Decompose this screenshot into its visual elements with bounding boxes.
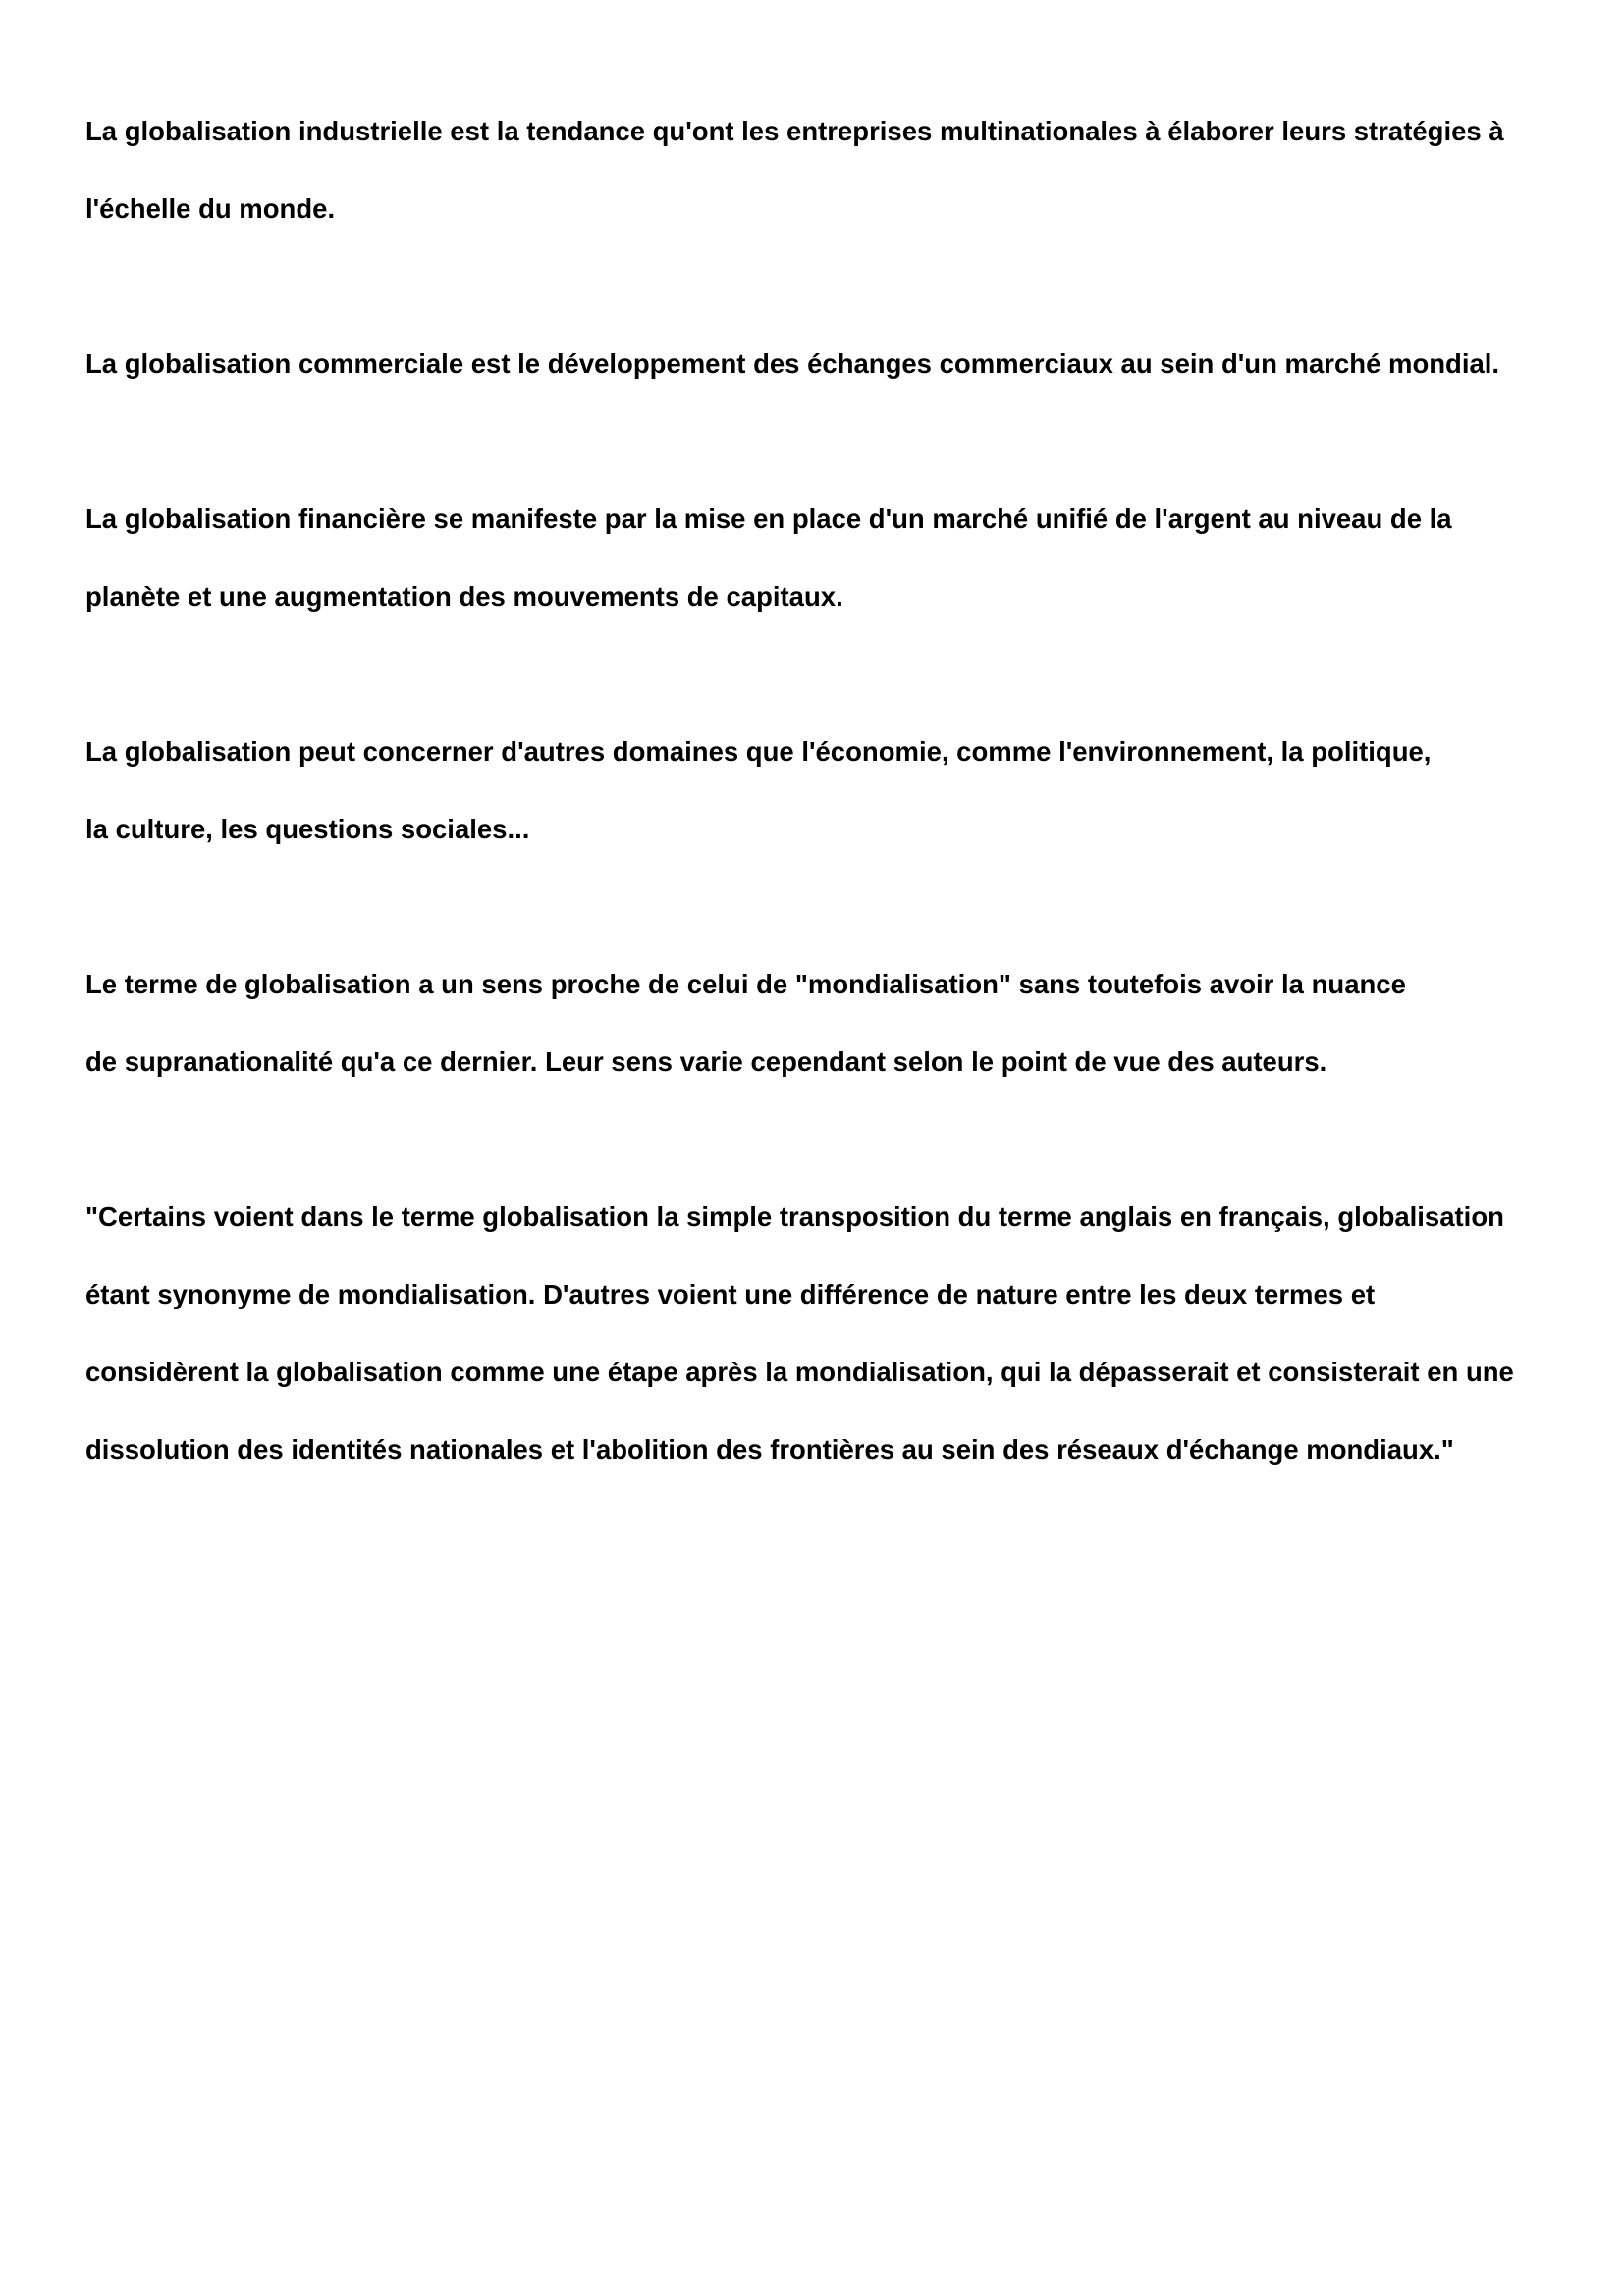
text-line: étant synonyme de mondialisation. D'autres voient une différence de nature entre les deux termes et: [85, 1279, 1376, 1309]
paragraph-globalisation-industrielle: [85, 92, 1558, 247]
text-line: Le terme de globalisation a un sens proche de celui de "mondialisation" sans toutefois avoir la nuance: [85, 969, 1406, 999]
text-line: La globalisation commerciale est le développement des échanges commerciaux au sein d'un marché mondial.: [85, 348, 1500, 379]
paragraph-globalisation-financiere: [85, 480, 1558, 635]
text-line: dissolution des identités nationales et l'abolition des frontières au sein des réseaux d'échange mondiaux.": [85, 1434, 1454, 1465]
text-line: l'échelle du monde.: [85, 193, 336, 224]
text-line: planète et une augmentation des mouvements de capitaux.: [85, 581, 843, 612]
document-body: [85, 92, 1558, 1566]
text-line: La globalisation financière se manifeste par la mise en place d'un marché unifié de l'argent au niveau de la: [85, 504, 1452, 534]
paragraph-globalisation-commerciale: [85, 325, 1558, 402]
text-line: "Certains voient dans le terme globalisation la simple transposition du terme anglais en français, globalisation: [85, 1201, 1504, 1232]
text-line: considèrent la globalisation comme une étape après la mondialisation, qui la dépasserait et consisterait en une: [85, 1357, 1514, 1387]
text-line: La globalisation industrielle est la tendance qu'ont les entreprises multinationales à élaborer leurs stratégies à: [85, 116, 1504, 146]
paragraph-terme-globalisation: [85, 945, 1558, 1100]
text-line: la culture, les questions sociales...: [85, 814, 530, 844]
paragraph-autres-domaines: [85, 713, 1558, 868]
text-line: La globalisation peut concerner d'autres domaines que l'économie, comme l'environnement, la politique,: [85, 736, 1432, 767]
paragraph-citation: [85, 1178, 1558, 1488]
text-line: de supranationalité qu'a ce dernier. Leur sens varie cependant selon le point de vue des auteurs.: [85, 1046, 1327, 1077]
